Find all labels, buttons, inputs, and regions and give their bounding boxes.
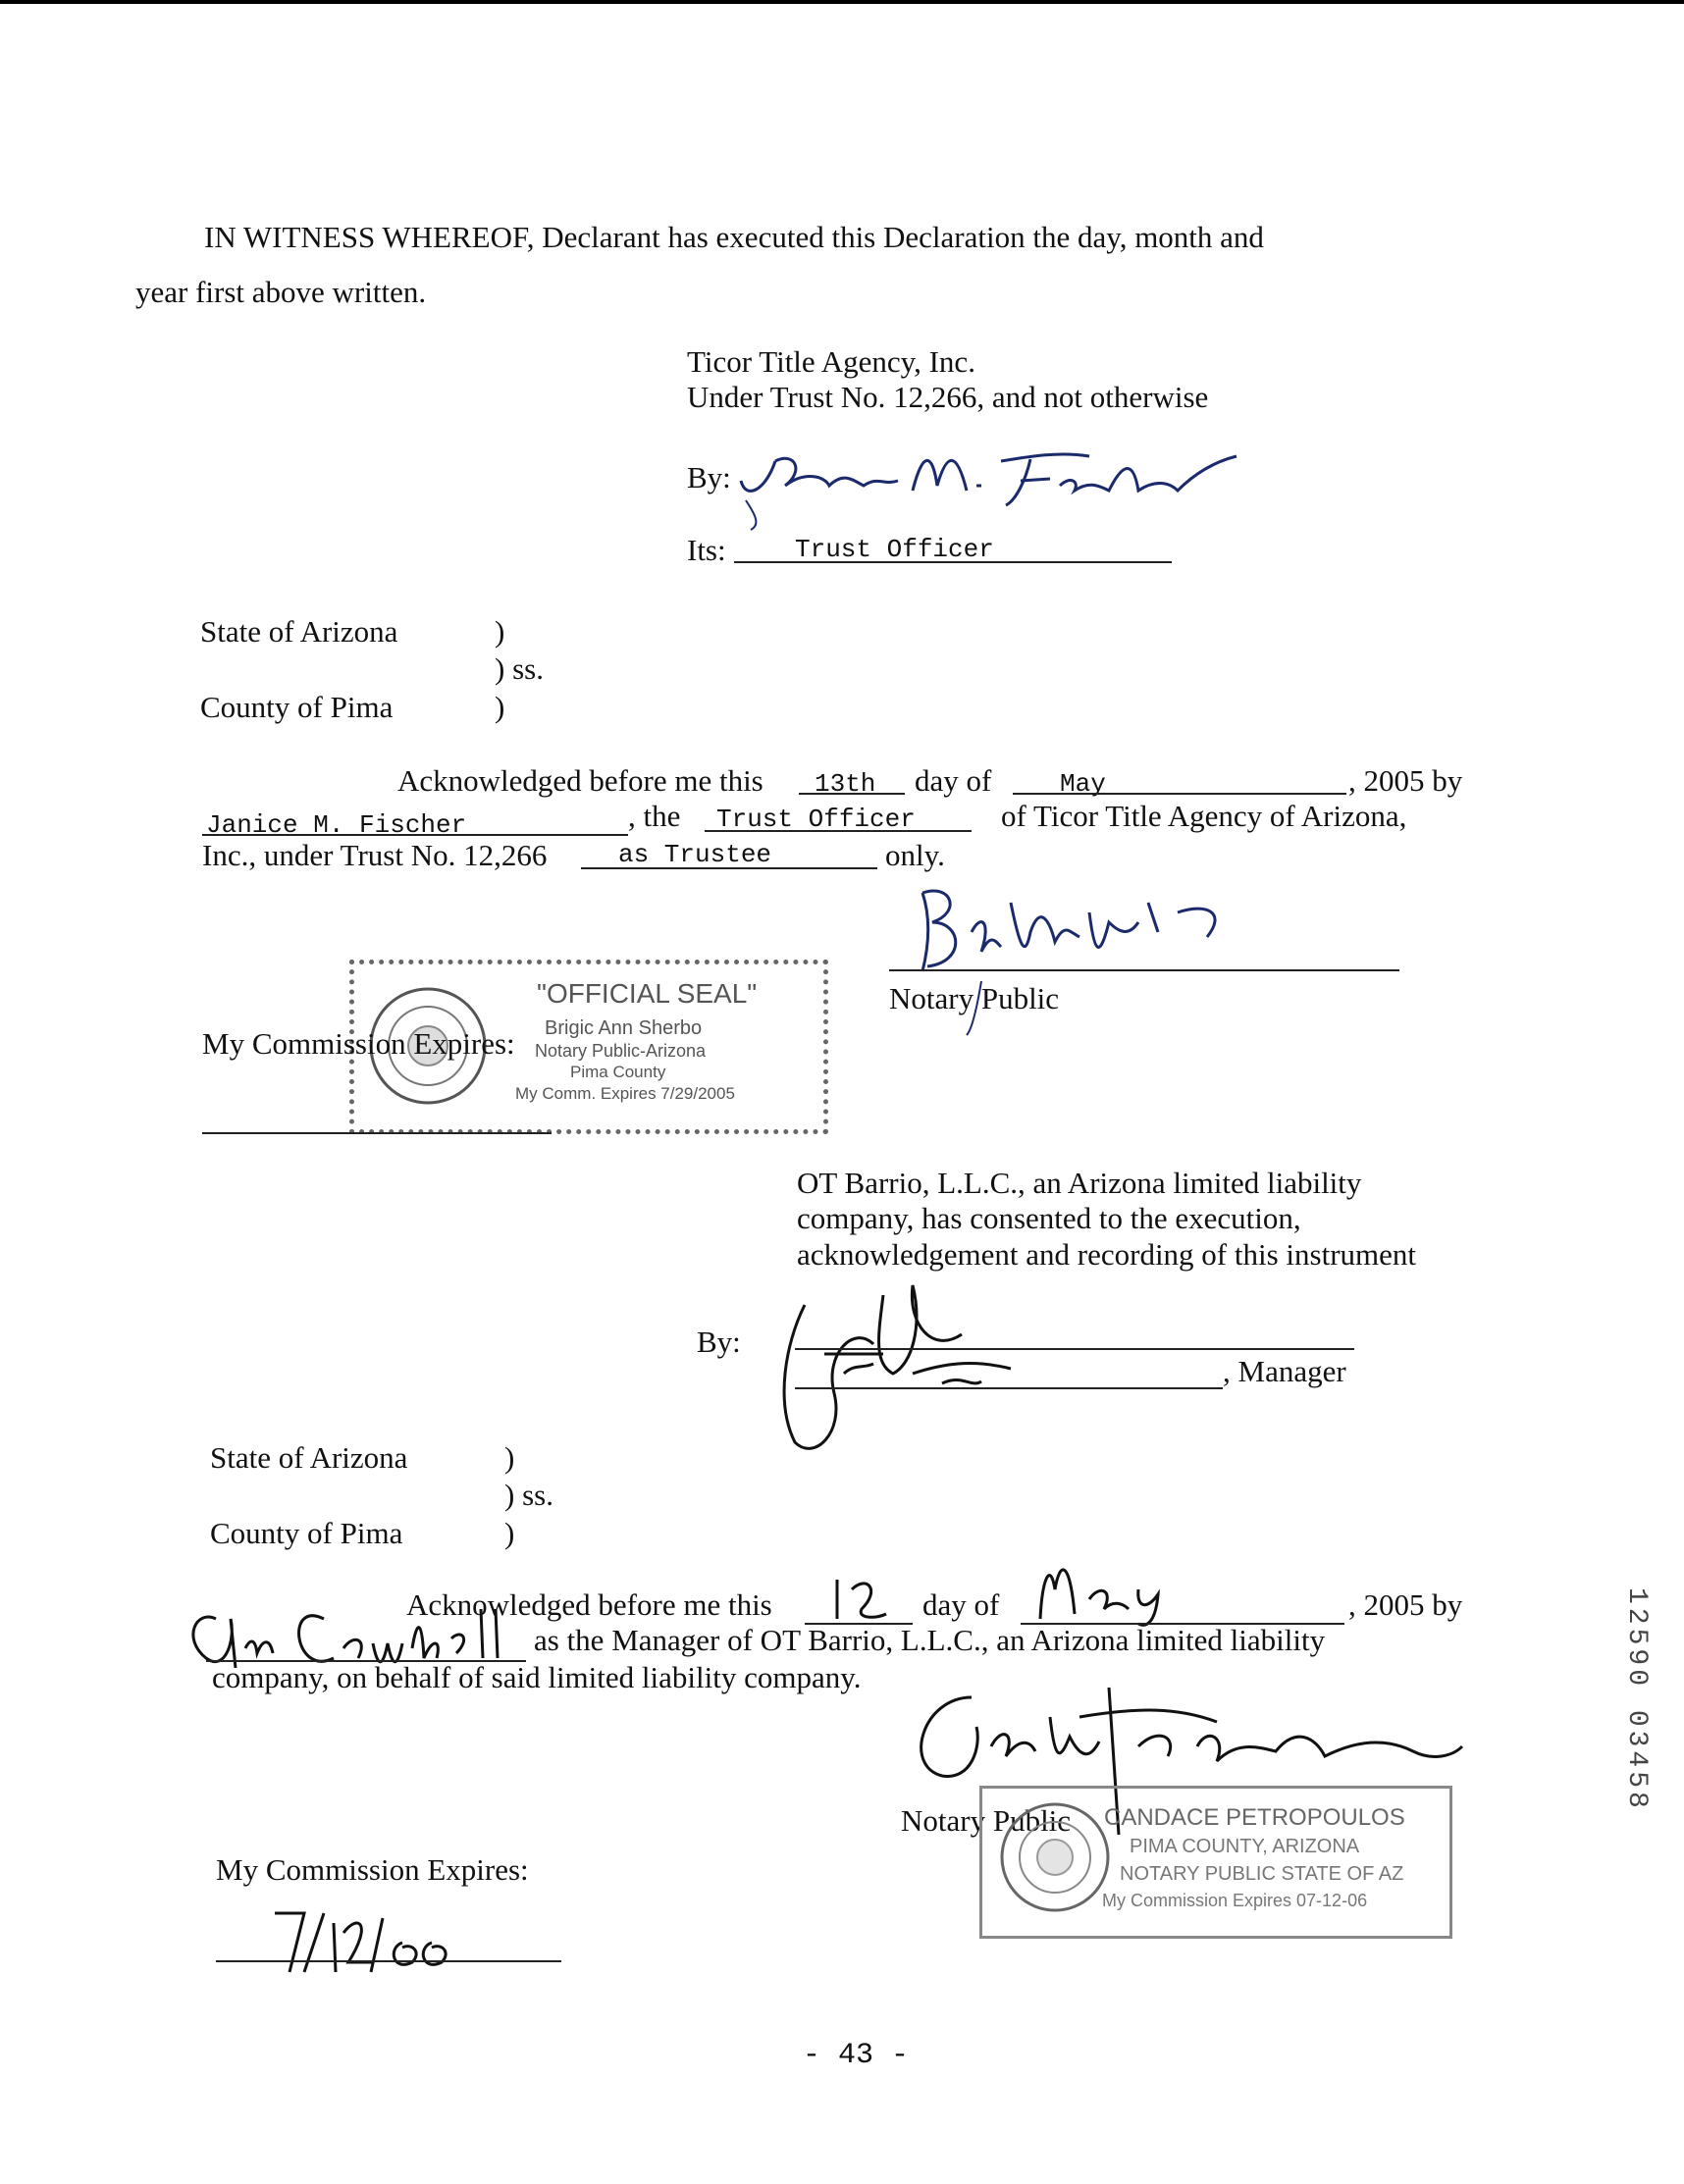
notary2-seal-line1: PIMA COUNTY, ARIZONA xyxy=(1130,1836,1360,1857)
notary1-line xyxy=(889,969,1399,971)
ack1-text-6: Inc., under Trust No. 12,266 xyxy=(202,838,548,872)
trustee-company: Ticor Title Agency, Inc. xyxy=(687,344,975,379)
venue2-state: State of Arizona xyxy=(210,1440,408,1475)
witness-line-2: year first above written. xyxy=(135,275,427,309)
side-stamp: 12590 03458 xyxy=(1621,1587,1652,1812)
manager-line-1 xyxy=(795,1348,1354,1350)
venue1-county: County of Pima xyxy=(200,690,394,724)
venue1-ss: ) ss. xyxy=(495,651,544,686)
consent-line-1: OT Barrio, L.L.C., an Arizona limited liability xyxy=(797,1166,1362,1200)
fischer-signature xyxy=(736,432,1246,530)
notary1-seal-name: Brigic Ann Sherbo xyxy=(545,1017,703,1039)
witness-line-1: IN WITNESS WHEREOF, Declarant has executed this Declaration the day, month and xyxy=(204,220,1264,254)
ack1-capacity-line xyxy=(581,867,877,869)
ack1-text-2: day of xyxy=(915,763,992,798)
venue2-paren-2: ) xyxy=(504,1516,515,1550)
notary2-seal xyxy=(979,1786,1452,1939)
ack1-text-1: Acknowledged before me this xyxy=(397,763,763,798)
ack1-title: Trust Officer xyxy=(716,805,916,834)
trustee-its-value: Trust Officer xyxy=(795,535,994,564)
notary1-seal-line3: Pima County xyxy=(570,1063,666,1081)
ack1-text-5: of Ticor Title Agency of Arizona, xyxy=(1001,799,1407,833)
ack1-day: 13th xyxy=(815,769,876,799)
ack2-text-2: day of xyxy=(922,1587,1000,1622)
venue2-county: County of Pima xyxy=(210,1516,403,1550)
ack1-title-line xyxy=(705,830,972,832)
notary2-seal-line2: NOTARY PUBLIC STATE OF AZ xyxy=(1120,1863,1404,1885)
notary1-commission-label: My Commission Expires: xyxy=(202,1026,515,1061)
notary2-commission-line xyxy=(216,1960,561,1962)
venue1-paren-2: ) xyxy=(495,690,505,724)
notary1-seal-line4: My Comm. Expires 7/29/2005 xyxy=(515,1084,735,1103)
ack1-capacity: as Trustee xyxy=(618,840,772,869)
notary2-label: Notary Public xyxy=(901,1803,1072,1838)
notary1-seal-line2: Notary Public-Arizona xyxy=(535,1041,707,1061)
ack2-month-handwritten xyxy=(1030,1550,1227,1629)
notary1-seal-title: "OFFICIAL SEAL" xyxy=(537,978,758,1009)
ack2-day-handwritten xyxy=(822,1570,901,1629)
venue2-ss: ) ss. xyxy=(504,1478,553,1512)
its-underline xyxy=(734,561,1172,563)
consent-line-2: company, has consented to the execution, xyxy=(797,1201,1301,1235)
ack1-month-line xyxy=(1013,793,1346,795)
manager-line-2 xyxy=(795,1387,1223,1389)
manager-signature xyxy=(765,1266,1079,1462)
ack1-month: May xyxy=(1060,769,1106,799)
arizona-seal-icon xyxy=(996,1798,1114,1916)
trustee-trust-no: Under Trust No. 12,266, and not otherwise xyxy=(687,380,1209,414)
notary2-seal-name: CANDACE PETROPOULOS xyxy=(1104,1804,1405,1831)
ack1-name: Janice M. Fischer xyxy=(206,810,467,840)
ack1-name-line xyxy=(202,834,628,836)
ack1-text-3: , 2005 by xyxy=(1348,763,1463,798)
manager-suffix: , Manager xyxy=(1223,1354,1346,1388)
consent-line-3: acknowledgement and recording of this instrument xyxy=(797,1237,1417,1272)
ack2-text-3: , 2005 by xyxy=(1348,1587,1463,1622)
notary2-commission-label: My Commission Expires: xyxy=(216,1852,529,1887)
venue2-paren-1: ) xyxy=(504,1440,515,1475)
venue1-state: State of Arizona xyxy=(200,614,398,649)
scan-edge xyxy=(0,0,1684,4)
ack1-text-7: only. xyxy=(885,838,945,872)
notary2-seal-line3: My Commission Expires 07-12-06 xyxy=(1102,1891,1368,1910)
ack2-line-3: company, on behalf of said limited liability company. xyxy=(212,1660,862,1694)
notary1-label: Notary Public xyxy=(889,981,1060,1015)
trustee-its-label: Its: xyxy=(687,533,726,567)
notary1-commission-line xyxy=(202,1132,552,1134)
ack2-text-1: Acknowledged before me this xyxy=(406,1587,772,1622)
trustee-by-label: By: xyxy=(687,460,731,494)
page-number: - 43 - xyxy=(803,2039,910,2072)
venue1-paren-1: ) xyxy=(495,614,505,649)
ack1-text-4: , the xyxy=(628,799,681,833)
notary2-commission-date-handwritten xyxy=(265,1903,461,1982)
ack1-day-line xyxy=(799,793,905,795)
ack2-line-2: as the Manager of OT Barrio, L.L.C., an Arizona limited liability xyxy=(534,1623,1326,1657)
consent-by-label: By: xyxy=(697,1325,741,1359)
